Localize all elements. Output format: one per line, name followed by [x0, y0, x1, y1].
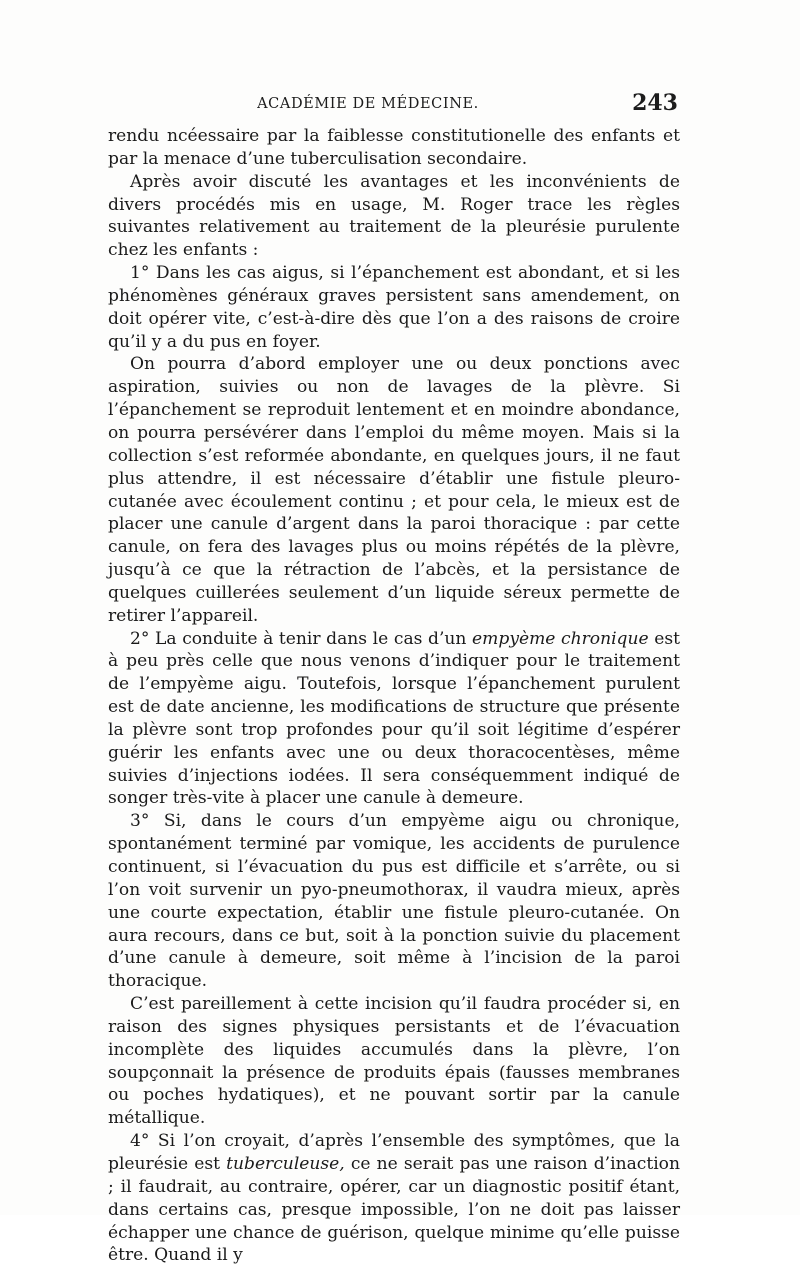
paragraph-introduction: Après avoir discuté les avantages et les inconvénients de divers procédés mis en usage, M. Roger trace les règles suivantes relativement au traitement de la pleurésie purulente chez les enfants :: [108, 171, 680, 261]
rule-4-emphasis: tuberculeuse,: [226, 1153, 345, 1174]
rule-2-emphasis: empyème chronique: [472, 628, 649, 649]
paragraph-aspiration: On pourra d’abord employer une ou deux ponctions avec aspiration, suivies ou non de lavages de la plèvre. Si l’épanchement se reproduit lentement et en moindre abondance, on pourra persévérer dans l’emploi du même moyen. Mais si la collection s’est reformée abondante, en quelques jours, il ne faut plus attendre, il est nécessaire d’établir une fistule pleuro-cutanée avec écoulement continu ; et pour cela, le mieux est de placer une canule d’argent dans la paroi thoracique : par cette canule, on fera des lavages plus ou moins répétés de la plèvre, jusqu’à ce que la rétraction de l’abcès, et la persistance de quelques cuillerées seulement d’un liquide séreux permette de retirer l’appareil.: [108, 354, 680, 626]
body-text: [108, 125, 680, 1267]
running-title: ACADÉMIE DE MÉDECINE.: [257, 96, 479, 112]
paragraph-rule-1: 1° Dans les cas aigus, si l’épanchement est abondant, et si les phénomènes généraux graves persistent sans amendement, on doit opérer vite, c’est-à-dire dès que l’on a des raisons de croire qu’il y a du pus en foyer.: [108, 263, 680, 352]
rule-4-text-after: ce ne serait pas une raison d’inaction ; il faudrait, au contraire, opérer, car un diagnostic positif étant, dans certains cas, presque impossible, l’on ne doit pas laisser échapper une chance de guérison, quelque minime qu’elle puisse être. Quand il y: [108, 1153, 680, 1266]
rule-2-text-after: est à peu près celle que nous venons d’indiquer pour le traitement de l’empyème aigu. Toutefois, lorsque l’épanchement purulent est de date ancienne, les modifications de structure que présente la plèvre sont trop profondes pour qu’il soit légitime d’espérer guérir les enfants avec une ou deux thoracocentèses, même suivies d’injections iodées. Il sera conséquemment indiqué de songer très-vite à placer une canule à demeure.: [108, 628, 680, 809]
paragraph-continuation: rendu ncéessaire par la faiblesse constitutionelle des enfants et par la menace d’une tuberculisation secondaire.: [108, 126, 680, 169]
rule-4-text-before: 4° Si l’on croyait, d’après l’ensemble des symptômes, que la pleurésie est: [108, 1131, 680, 1174]
page-number: 243: [632, 90, 678, 116]
running-head: [108, 92, 678, 120]
paragraph-rule-4: [108, 1130, 680, 1267]
paragraph-incision: C’est pareillement à cette incision qu’il faudra procéder si, en raison des signes physiques persistants et de l’évacuation incomplète des liquides accumulés dans la plèvre, l’on soupçonnait la présence de produits épais (fausses membranes ou poches hydatiques), et ne pouvant sortir par la canule métallique.: [108, 994, 680, 1129]
paragraph-rule-2: [108, 628, 680, 811]
rule-2-text-before: 2° La conduite à tenir dans le cas d’un: [130, 628, 473, 649]
paragraph-rule-3: 3° Si, dans le cours d’un empyème aigu ou chronique, spontanément terminé par vomique, les accidents de purulence continuent, si l’évacuation du pus est difficile et s’arrête, ou si l’on voit survenir un pyo-pneumothorax, il vaudra mieux, après une courte expectation, établir une fistule pleuro-cutanée. On aura recours, dans ce but, soit à la ponction suivie du placement d’une canule à demeure, soit même à l’incision de la paroi thoracique.: [108, 811, 680, 992]
